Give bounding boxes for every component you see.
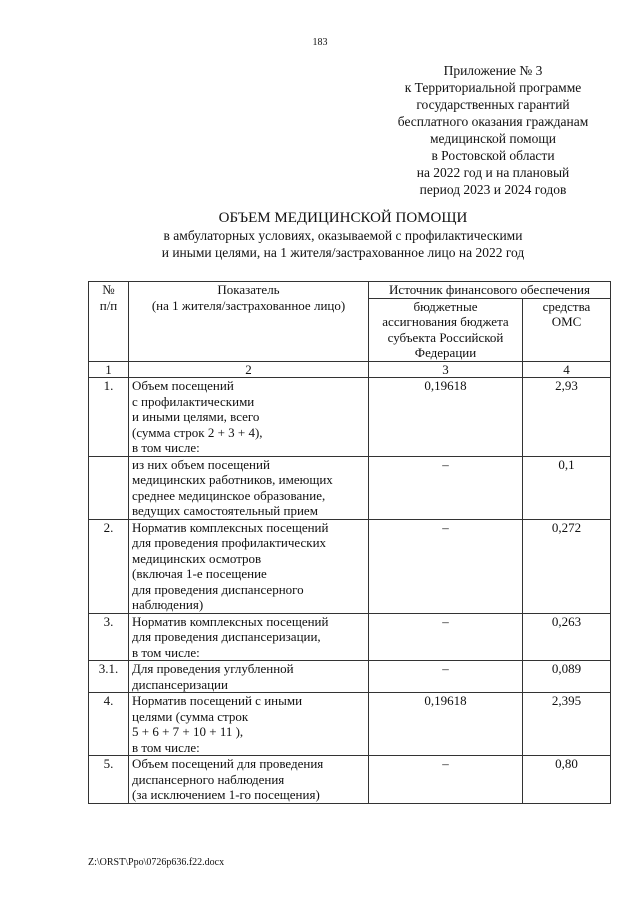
table-row: [89, 613, 611, 661]
table-body: [89, 378, 611, 804]
row-indicator: [129, 613, 369, 661]
column-number: 4: [523, 361, 611, 378]
indicator-line: Норматив посещений с иными: [132, 693, 303, 708]
table-row: [89, 661, 611, 693]
row-indicator: [129, 693, 369, 756]
table-header-row: [89, 282, 611, 299]
column-number: 3: [369, 361, 523, 378]
file-path: Z:\ORST\Ppo\0726p636.f22.docx: [88, 857, 225, 868]
row-oms-value: 0,089: [523, 661, 611, 693]
header-indicator: Показатель (на 1 жителя/застрахованное лицо): [129, 282, 369, 362]
appendix-line: на 2022 год и на плановый: [416, 165, 570, 180]
row-budget-value: –: [369, 456, 523, 519]
indicator-line: целями (сумма строк: [132, 708, 249, 724]
indicator-line: из них объем посещений: [132, 456, 270, 472]
document-title: [0, 210, 640, 261]
indicator-line: (включая 1-е посещение: [132, 566, 267, 581]
row-number: 5.: [89, 756, 129, 804]
row-oms-value: 0,272: [523, 519, 611, 613]
appendix-line: в Ростовской области: [431, 148, 555, 163]
indicator-line: Норматив комплексных посещений: [132, 519, 329, 535]
row-indicator: [129, 378, 369, 457]
row-number: 3.1.: [89, 661, 129, 693]
indicator-line: Для проведения углубленной: [132, 661, 294, 676]
column-number: 2: [129, 361, 369, 378]
row-indicator: [129, 456, 369, 519]
indicator-line: для проведения диспансеризации,: [132, 629, 321, 644]
indicator-line: в том числе:: [132, 739, 200, 755]
indicator-line: в том числе:: [132, 440, 200, 455]
indicator-line: ведущих самостоятельный прием: [132, 503, 318, 518]
indicator-line: (сумма строк 2 + 3 + 4),: [132, 424, 263, 440]
indicator-line: Объем посещений: [132, 378, 234, 393]
row-number: [89, 456, 129, 519]
title-main: ОБЪЕМ МЕДИЦИНСКОЙ ПОМОЩИ: [218, 210, 468, 226]
appendix-line: государственных гарантий: [416, 97, 570, 112]
appendix-line: к Территориальной программе: [404, 80, 582, 95]
table-row: [89, 519, 611, 613]
header-budget: бюджетные ассигнования бюджета субъекта Российской Федерации: [369, 298, 523, 361]
table-row: [89, 456, 611, 519]
volume-table: [88, 281, 611, 804]
title-subtitle-line: в амбулаторных условиях, оказываемой с профилактическими: [163, 228, 523, 243]
indicator-line: наблюдения): [132, 597, 204, 612]
indicator-line: для проведения диспансерного: [132, 581, 304, 597]
appendix-line: медицинской помощи: [430, 131, 556, 146]
indicator-line: 5 + 6 + 7 + 10 + 11 ),: [132, 724, 244, 739]
indicator-line: с профилактическими: [132, 393, 255, 409]
row-budget-value: –: [369, 661, 523, 693]
row-budget-value: –: [369, 519, 523, 613]
row-number: 4.: [89, 693, 129, 756]
indicator-line: в том числе:: [132, 644, 200, 660]
row-oms-value: 2,395: [523, 693, 611, 756]
row-oms-value: 0,80: [523, 756, 611, 804]
indicator-line: диспансерного наблюдения: [132, 771, 285, 787]
appendix-line: бесплатного оказания гражданам: [397, 114, 589, 129]
header-funding-source: Источник финансового обеспечения: [369, 282, 611, 299]
table-row: [89, 756, 611, 804]
appendix-header: [380, 62, 606, 198]
row-budget-value: 0,19618: [369, 693, 523, 756]
indicator-line: для проведения профилактических: [132, 535, 327, 550]
appendix-line: Приложение № 3: [443, 63, 543, 78]
row-indicator: [129, 661, 369, 693]
row-number: 3.: [89, 613, 129, 661]
row-indicator: [129, 756, 369, 804]
indicator-line: Норматив комплексных посещений: [132, 613, 329, 629]
row-budget-value: –: [369, 756, 523, 804]
page-number: 183: [312, 37, 328, 48]
header-num: № п/п: [89, 282, 129, 362]
row-oms-value: 0,1: [523, 456, 611, 519]
indicator-line: медицинских осмотров: [132, 550, 262, 566]
indicator-line: диспансеризации: [132, 676, 228, 692]
table-row: [89, 693, 611, 756]
row-indicator: [129, 519, 369, 613]
row-budget-value: 0,19618: [369, 378, 523, 457]
row-oms-value: 2,93: [523, 378, 611, 457]
row-number: 1.: [89, 378, 129, 457]
appendix-line: период 2023 и 2024 годов: [419, 182, 567, 197]
row-oms-value: 0,263: [523, 613, 611, 661]
column-numbers-row: [89, 361, 611, 378]
indicator-line: (за исключением 1-го посещения): [132, 787, 320, 802]
column-number: 1: [89, 361, 129, 378]
indicator-line: и иными целями, всего: [132, 409, 260, 424]
row-number: 2.: [89, 519, 129, 613]
indicator-line: Объем посещений для проведения: [132, 756, 324, 771]
indicator-line: медицинских работников, имеющих: [132, 472, 333, 487]
indicator-line: среднее медицинское образование,: [132, 487, 326, 503]
header-oms: средства ОМС: [523, 298, 611, 361]
title-subtitle-line: и иными целями, на 1 жителя/застрахованное лицо на 2022 год: [161, 245, 525, 260]
table-row: [89, 378, 611, 457]
row-budget-value: –: [369, 613, 523, 661]
